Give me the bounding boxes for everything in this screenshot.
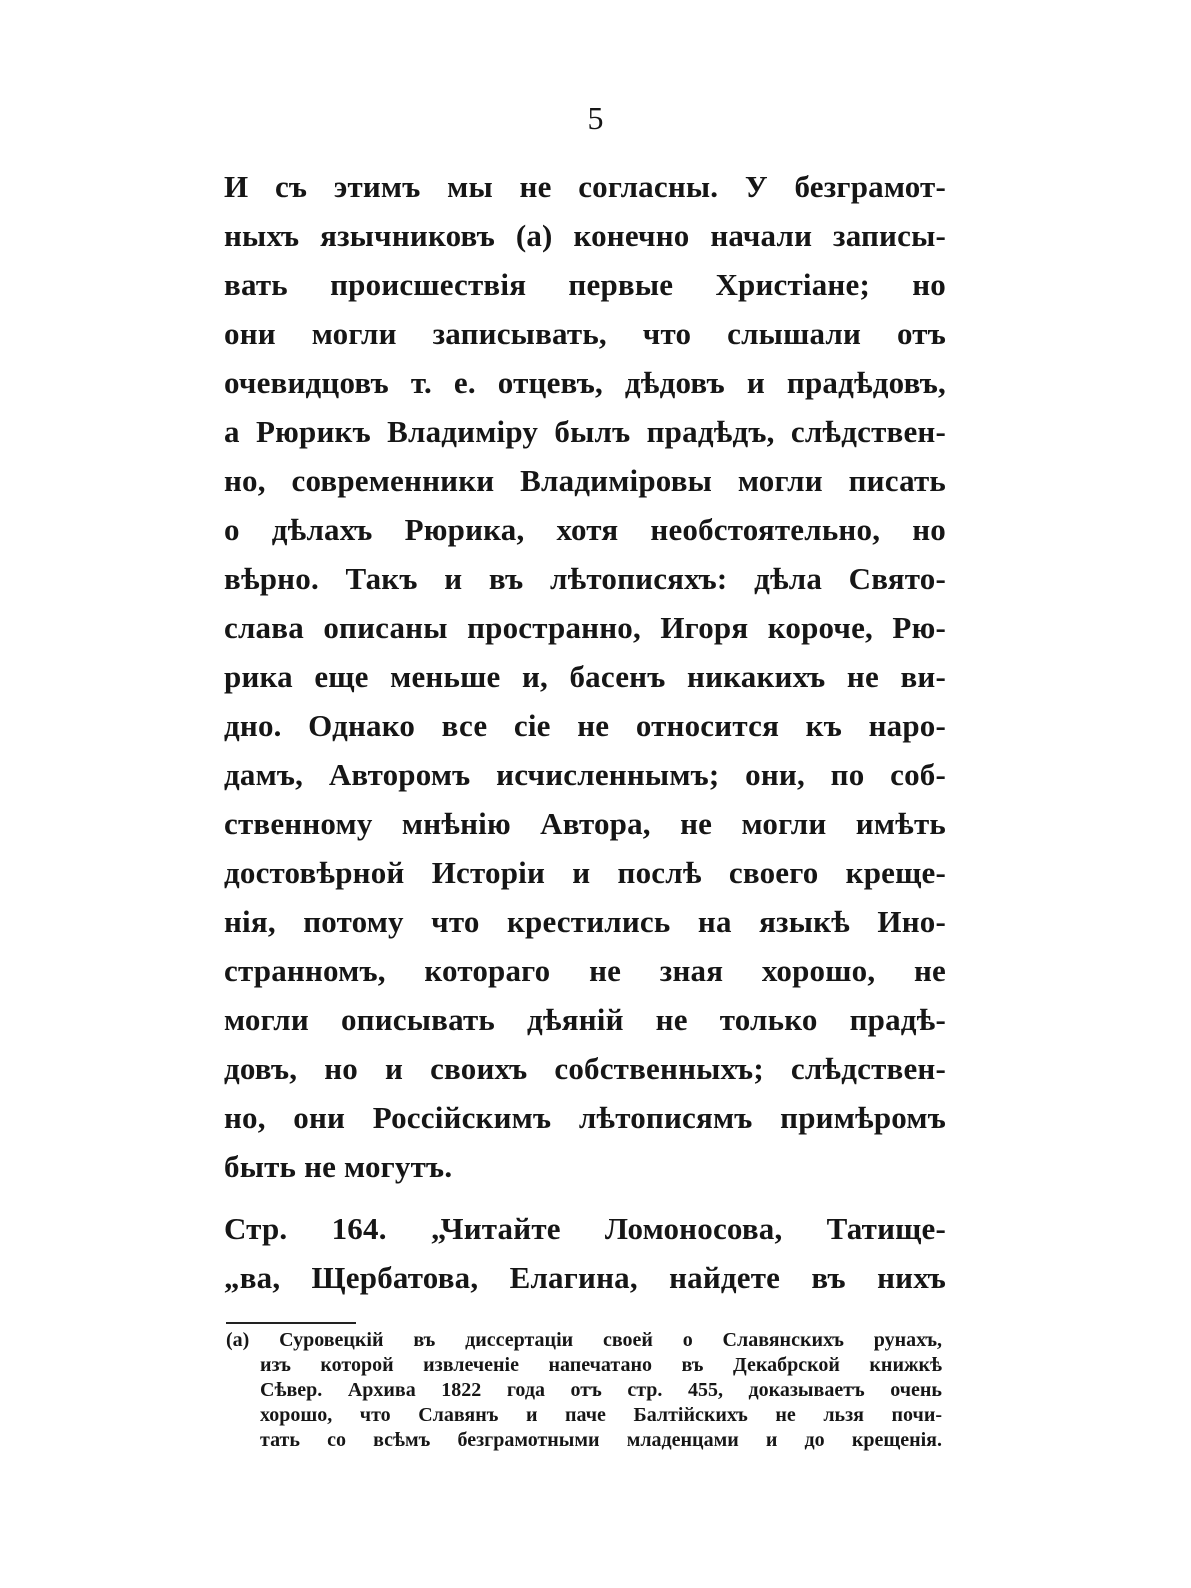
text-line: могли описывать дѣяній не только прадѣ- [224, 1002, 946, 1037]
paragraph-1 [224, 162, 946, 1191]
text-line: дно. Однако все сіе не относится къ наро- [224, 708, 946, 743]
footnote-line: Сѣвер. Архива 1822 года отъ стр. 455, доказываетъ очень [260, 1379, 942, 1401]
text-line: ственному мнѣнію Автора, не могли имѣть [224, 806, 946, 841]
text-line: но, они Россійскимъ лѣтописямъ примѣромъ [224, 1100, 946, 1135]
page-number: 5 [587, 100, 604, 136]
text-line: Стр. 164. „Читайте Ломоносова, Татище- [224, 1211, 946, 1246]
text-line: очевидцовъ т. е. отцевъ, дѣдовъ и прадѣдовъ, [224, 365, 946, 400]
text-line: „ва, Щербатова, Елагина, найдете въ нихъ [224, 1260, 946, 1295]
paragraph-gap [224, 1191, 946, 1204]
text-line: странномъ, котораго не зная хорошо, не [224, 953, 946, 988]
text-line: о дѣлахъ Рюрика, хотя необстоятельно, но [224, 512, 946, 547]
footnote-line: хорошо, что Славянъ и паче Балтійскихъ не льзя почи- [260, 1404, 942, 1426]
text-line: слава описаны пространно, Игоря короче, Рю- [224, 610, 946, 645]
main-text [224, 162, 946, 1302]
footnote-line: (а) Суровецкій въ диссертаціи своей о Славянскихъ рунахъ, [226, 1329, 942, 1351]
text-line: достовѣрной Исторіи и послѣ своего креще- [224, 855, 946, 890]
paragraph-2 [224, 1204, 946, 1302]
text-line: а Рюрикъ Владиміру былъ прадѣдъ, слѣдствен- [224, 414, 946, 449]
text-line: рика еще меньше и, басенъ никакихъ не ви- [224, 659, 946, 694]
text-line: быть не могутъ. [224, 1149, 453, 1184]
footnote-line: тать со всѣмъ безграмотными младенцами и до крещенія. [260, 1429, 942, 1451]
text-line: они могли записывать, что слышали отъ [224, 316, 946, 351]
footnote-rule [226, 1322, 356, 1324]
footnote [226, 1328, 942, 1453]
text-line: довъ, но и своихъ собственныхъ; слѣдствен- [224, 1051, 946, 1086]
text-line: И съ этимъ мы не согласны. У безграмот- [224, 169, 946, 204]
text-line: вѣрно. Такъ и въ лѣтописяхъ: дѣла Свято- [224, 561, 946, 596]
text-line: но, современники Владиміровы могли писать [224, 463, 946, 498]
text-line: ныхъ язычниковъ (а) конечно начали записы- [224, 218, 946, 253]
text-line: вать происшествія первые Христіане; но [224, 267, 946, 302]
text-line: дамъ, Авторомъ исчисленнымъ; они, по соб- [224, 757, 946, 792]
footnote-line: изъ которой извлеченіе напечатано въ Декабрской книжкѣ [260, 1354, 942, 1376]
text-line: нія, потому что крестились на языкѣ Ино- [224, 904, 946, 939]
